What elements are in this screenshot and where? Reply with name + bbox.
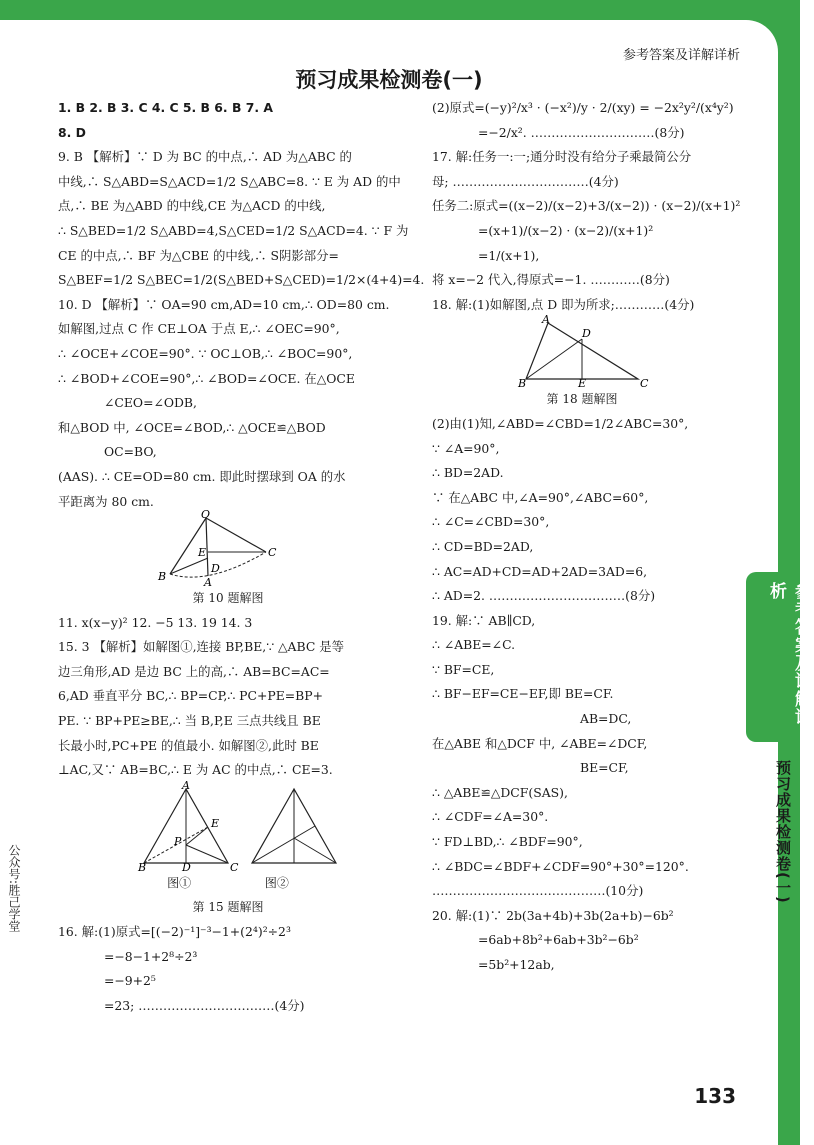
fig18-label: B — [518, 377, 527, 391]
q10-brace-line: OC=BO, — [104, 444, 157, 460]
q18-line: ∵ 在△ABC 中,∠A=90°,∠ABC=60°, — [432, 489, 649, 505]
figure-10 — [58, 508, 398, 590]
figure-18 — [432, 313, 732, 391]
fig15-label: D — [182, 860, 191, 874]
q19-brace-line: AB=DC, — [580, 711, 632, 727]
fig18-label: C — [640, 377, 649, 391]
q18-line: (2)由(1)知,∠ABD=∠CBD=1/2∠ABC=30°, — [432, 415, 689, 431]
figure-15-caption: 第 15 题解图 — [192, 900, 264, 915]
fig15-label: C — [230, 860, 239, 874]
q20-line: 20. 解:(1)∵ 2b(3a+4b)+3b(2a+b)−6b² — [432, 907, 674, 923]
answers-1-7: 1. B 2. B 3. C 4. C 5. B 6. B 7. A — [58, 100, 273, 115]
q18-line: ∴ AD=2. ……………………………(8分) — [432, 588, 656, 604]
figure-18-caption: 第 18 题解图 — [546, 392, 618, 407]
fig10-label: C — [268, 546, 277, 560]
figure-15 — [58, 778, 398, 874]
q9-line: CE 的中点,∴ BF 为△CBE 的中线,∴ S阴影部分= — [58, 247, 339, 263]
fig15-label: E — [211, 816, 220, 830]
q15-line: 长最小时,PC+PE 的值最小. 如解图②,此时 BE — [58, 737, 319, 753]
left-column — [58, 96, 425, 1018]
q15-line: 边三角形,AD 是边 BC 上的高,∴ AB=BC=AC= — [58, 663, 330, 679]
fig10-label: A — [204, 576, 212, 590]
fig10-label: O — [201, 508, 211, 522]
figure-15-2-caption: 图② — [264, 875, 289, 890]
fig15-label: B — [138, 860, 147, 874]
q16-2-line: =−2/x². …………………………(8分) — [478, 124, 685, 140]
q18-line: ∴ ∠C=∠CBD=30°, — [432, 514, 550, 530]
q10-line: 平距离为 80 cm. — [58, 493, 154, 509]
q10-brace-line: 和△BOD 中, ∠OCE=∠BOD,∴ △OCE≌△BOD — [58, 419, 326, 435]
answer-8: 8. D — [58, 124, 86, 140]
q15-line: 6,AD 垂直平分 BC,∴ BP=CP,∴ PC+PE=BP+ — [58, 688, 323, 704]
q9-line: 9. B 【解析】∵ D 为 BC 的中点,∴ AD 为△ABC 的 — [58, 149, 352, 165]
q18-line: ∴ AC=AD+CD=AD+2AD=3AD=6, — [432, 563, 648, 579]
q18-line: 18. 解:(1)如解图,点 D 即为所求;…………(4分) — [432, 296, 695, 312]
fig18-label: A — [542, 313, 550, 327]
q19-line: ∵ FD⊥BD,∴ ∠BDF=90°, — [432, 834, 583, 850]
q9-line: S△BEF=1/2 S△BEC=1/2(S△BED+S△CED)=1/2×(4+4)=4. — [58, 272, 425, 288]
q18-line: ∴ CD=BD=2AD, — [432, 538, 534, 554]
q16-line: 16. 解:(1)原式=[(−2)⁻¹]⁻³−1+(2⁴)²÷2³ — [58, 924, 291, 940]
q19-brace-line: BE=CF, — [580, 760, 629, 776]
running-header: 参考答案及详解详析 — [622, 48, 740, 63]
q18-line: ∴ BD=2AD. — [432, 465, 504, 481]
q10-line: ∴ ∠OCE+∠COE=90°. ∵ OC⊥OB,∴ ∠BOC=90°, — [58, 345, 353, 361]
page-title: 预习成果检测卷(一) — [295, 68, 483, 92]
side-tab-label: 参考答案及详解详析 — [766, 582, 811, 726]
fig10-label: D — [211, 562, 220, 576]
page-number: 133 — [694, 1084, 736, 1108]
q17-line: =1/(x+1), — [478, 247, 540, 263]
q9-line: 点,∴ BE 为△ABD 的中线,CE 为△ACD 的中线, — [58, 198, 326, 214]
q20-line: =6ab+8b²+6ab+3b²−6b² — [478, 932, 639, 948]
fig10-label: B — [158, 570, 167, 584]
q17-line: 将 x=−2 代入,得原式=−1. …………(8分) — [432, 272, 670, 288]
q15-line: 15. 3 【解析】如解图①,连接 BP,BE,∵ △ABC 是等 — [58, 639, 345, 655]
side-tab — [746, 572, 811, 742]
q19-brace-line: 在△ABE 和△DCF 中, ∠ABE=∠DCF, — [432, 735, 648, 751]
q15-line: PE. ∵ BP+PE≥BE,∴ 当 B,P,E 三点共线且 BE — [58, 713, 321, 729]
q15-line: ⊥AC,又∵ AB=BC,∴ E 为 AC 的中点,∴ CE=3. — [58, 762, 333, 778]
q10-line: 10. D 【解析】∵ OA=90 cm,AD=10 cm,∴ OD=80 cm. — [58, 296, 390, 312]
side-subtitle: 预习成果检测卷(一) — [774, 760, 792, 904]
q19-line: ∴ ∠CDF=∠A=30°. — [432, 809, 549, 825]
fig15-label: P — [174, 834, 182, 848]
q17-line: =(x+1)/(x−2) · (x−2)/(x+1)² — [478, 222, 654, 238]
answers-11-14: 11. x(x−y)² 12. −5 13. 19 14. 3 — [58, 614, 253, 630]
q9-line: ∴ S△BED=1/2 S△ABD=4,S△CED=1/2 S△ACD=4. ∵ F 为 — [58, 222, 409, 238]
q17-line: 17. 解:任务一:一;通分时没有给分子乘最简公分 — [432, 149, 692, 165]
q16-2-line: (2)原式=(−y)²/x³ · (−x²)/y · 2/(xy) = −2x²y²/(x⁴y²) — [432, 100, 734, 115]
q19-line: ∴ ∠BDC=∠BDF+∠CDF=90°+30°=120°. — [432, 858, 689, 874]
q10-line: 如解图,过点 C 作 CE⊥OA 于点 E,∴ ∠OEC=90°, — [58, 321, 340, 337]
q19-line: 19. 解:∵ AB∥CD, — [432, 612, 536, 628]
q10-line: ∴ ∠BOD+∠COE=90°,∴ ∠BOD=∠OCE. 在△OCE — [58, 370, 355, 386]
figure-10-caption: 第 10 题解图 — [192, 591, 264, 606]
right-column — [432, 96, 741, 978]
fig15-label: A — [182, 778, 190, 792]
figure-15-captions — [58, 871, 398, 896]
q16-line: =23; ……………………………(4分) — [104, 997, 305, 1013]
q10-brace-line: ∠CEO=∠ODB, — [104, 395, 197, 411]
q17-line: 任务二:原式=((x−2)/(x−2)+3/(x−2)) · (x−2)/(x+1)² — [432, 198, 741, 214]
q19-line: ∴ ∠ABE=∠C. — [432, 637, 516, 653]
q20-line: =5b²+12ab, — [478, 957, 555, 972]
q10-line: (AAS). ∴ CE=OD=80 cm. 即此时摆球到 OA 的水 — [58, 468, 346, 484]
q19-line: ∴ BF−EF=CE−EF,即 BE=CF. — [432, 686, 614, 702]
figure-15-2 — [252, 789, 336, 863]
fig18-label: D — [582, 327, 591, 341]
q17-line: 母; ……………………………(4分) — [432, 173, 619, 189]
margin-note: 公众号:胜己学堂 — [7, 844, 21, 933]
q16-line: =−9+2⁵ — [104, 973, 156, 989]
q16-line: =−8−1+2⁸÷2³ — [104, 948, 198, 964]
fig10-label: E — [198, 546, 207, 560]
figure-15-1 — [137, 779, 239, 874]
figure-15-1-caption: 图① — [167, 875, 192, 890]
q19-score: ……………………………………(10分) — [432, 883, 644, 899]
q9-line: 中线,∴ S△ABD=S△ACD=1/2 S△ABC=8. ∵ E 为 AD 的中 — [58, 173, 401, 189]
q19-line: ∵ BF=CE, — [432, 661, 495, 677]
q18-line: ∵ ∠A=90°, — [432, 440, 500, 456]
fig18-label: E — [578, 377, 587, 391]
q19-line: ∴ △ABE≌△DCF(SAS), — [432, 784, 568, 800]
